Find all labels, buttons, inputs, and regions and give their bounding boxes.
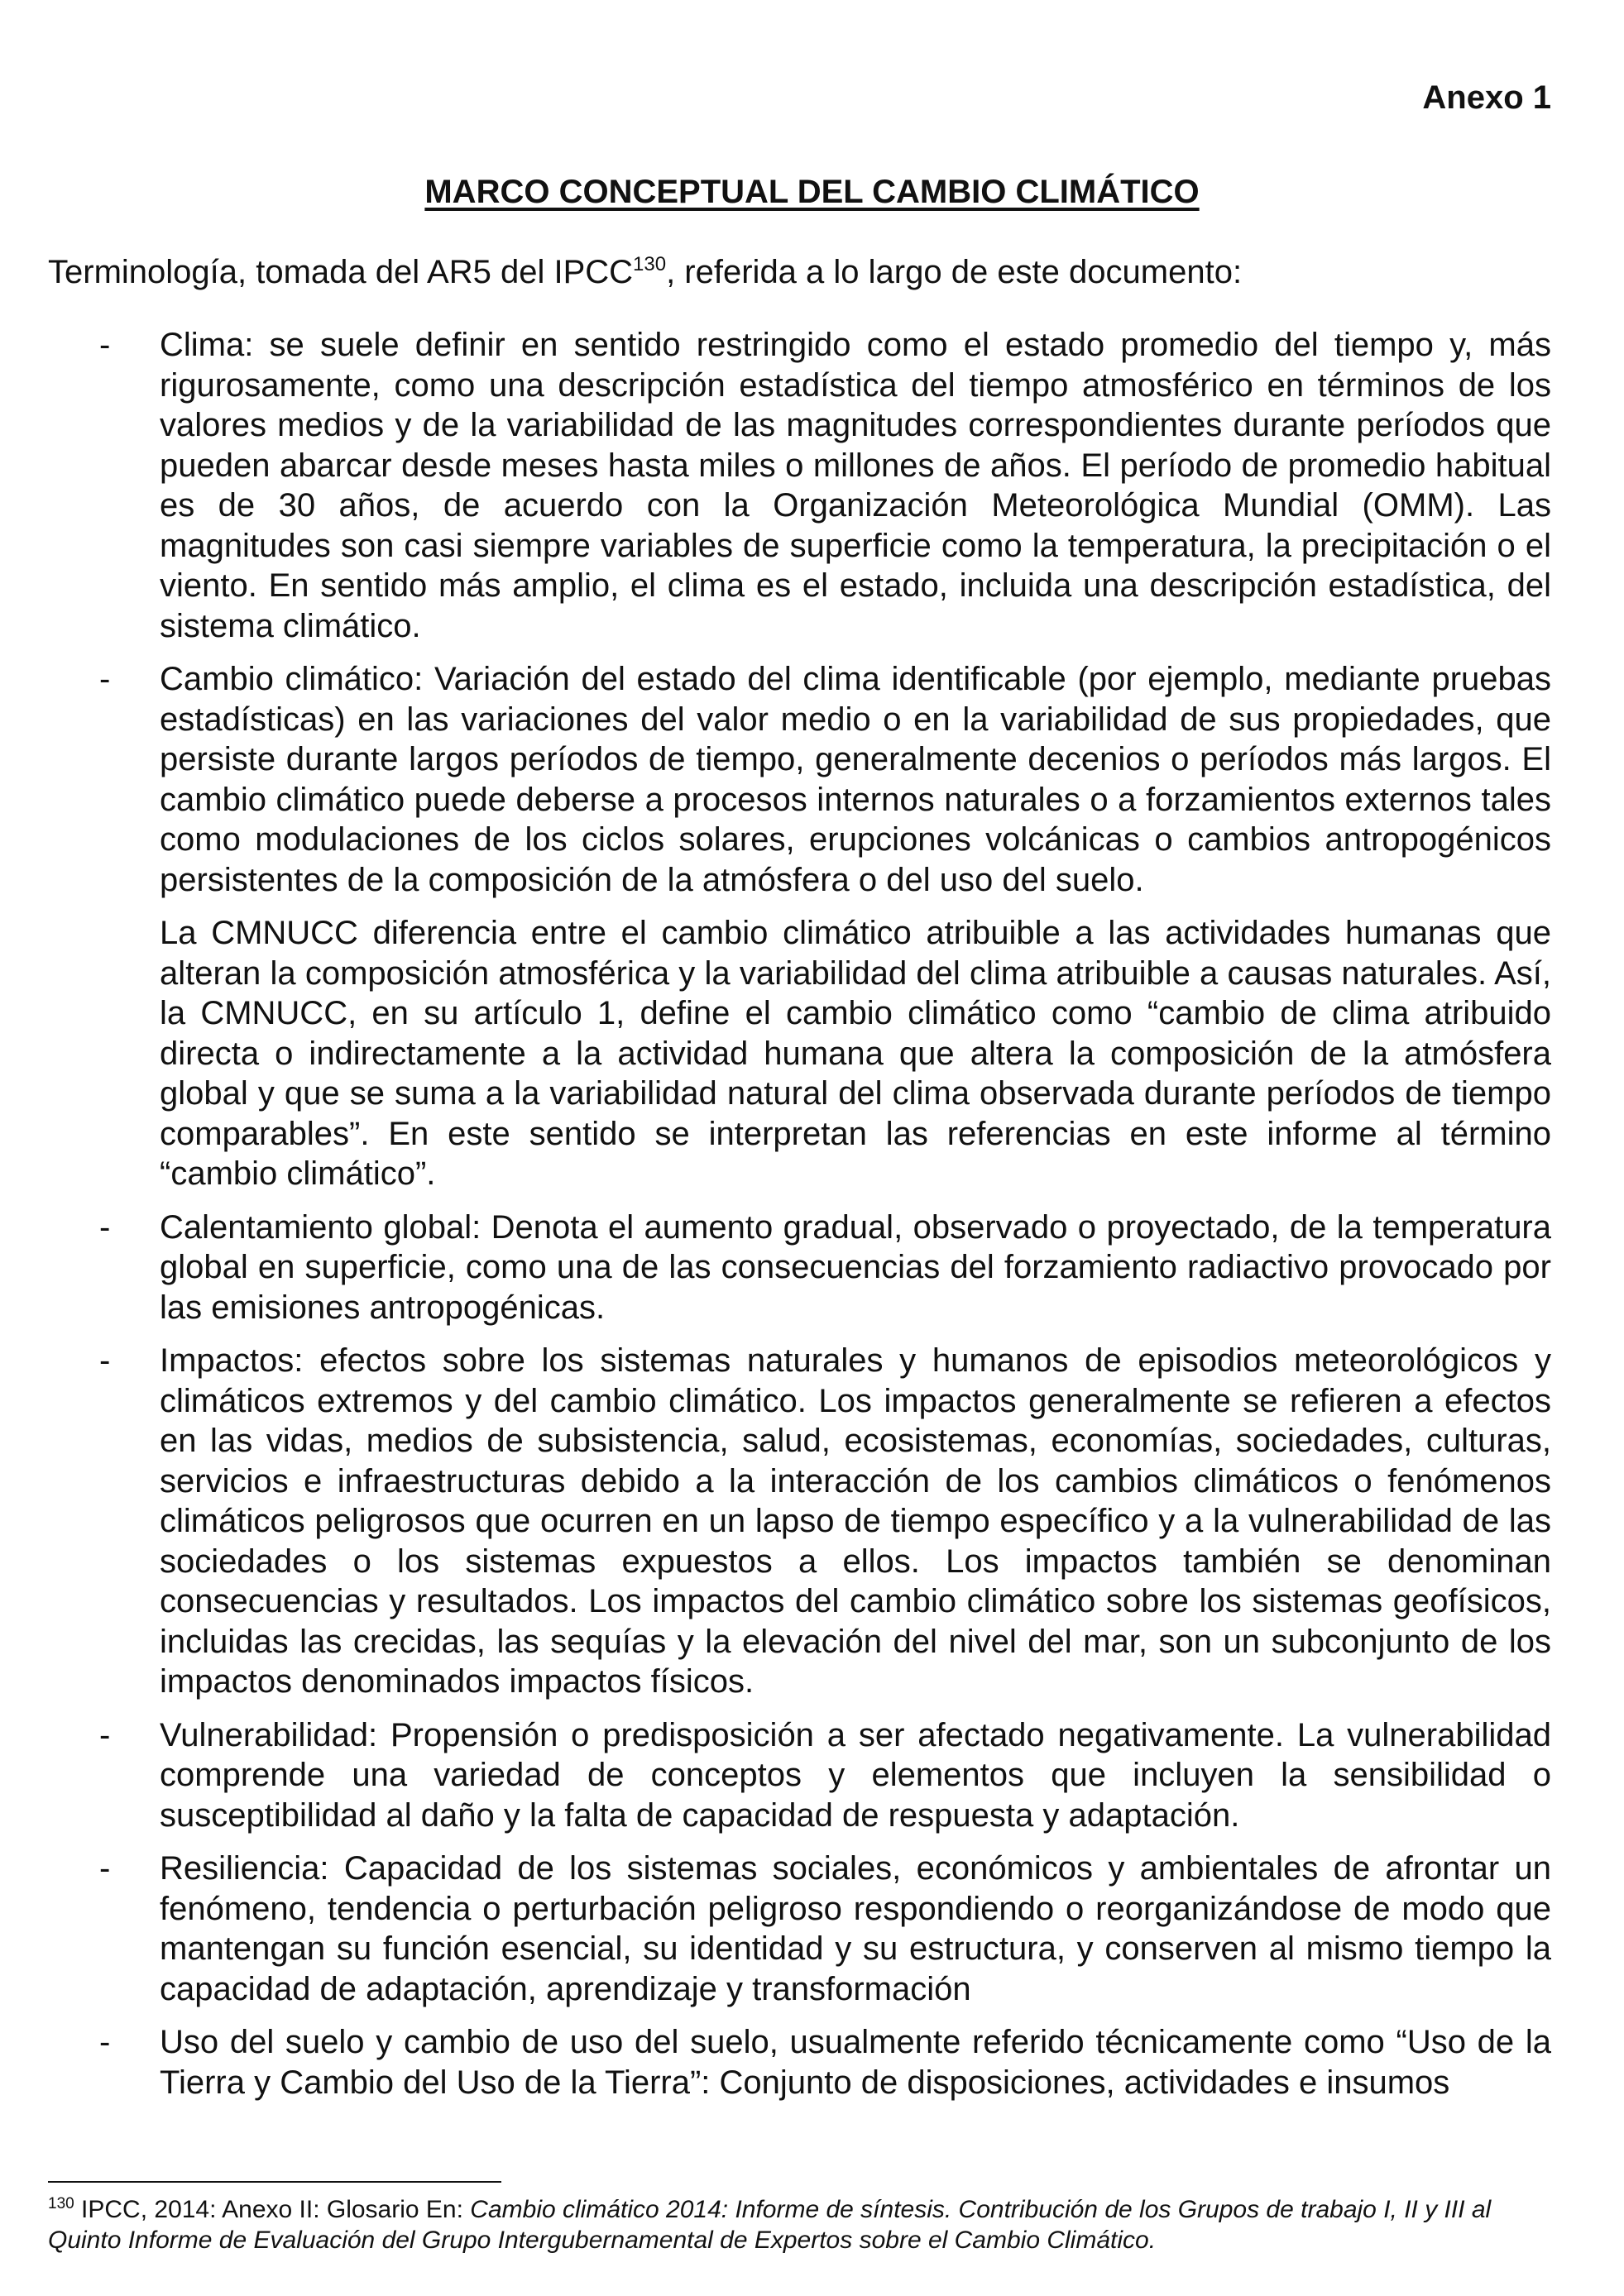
footnote-number: 130	[48, 2195, 74, 2212]
term-paragraph: La CMNUCC diferencia entre el cambio climático atribuible a las actividades humanas que alteran la composición atmosférica y la variabilidad del clima atribuible a causas naturales. Así, la CMNUCC, en su artículo 1, define el cambio climático como “cambio de clima atribuido directa o indirectamente a la actividad humana que altera la composición de la atmósfera global y que se suma a la variabilidad natural del clima observada durante períodos de tiempo comparables”. En este sentido se interpretan las referencias en este informe al término “cambio climático”.	[160, 915, 1551, 1192]
term-paragraph: Clima: se suele definir en sentido restringido como el estado promedio del tiempo y, más rigurosamente, como una descripción estadística del tiempo atmosférico en términos de los valores medios y de la variabilidad de las magnitudes correspondientes durante períodos que pueden abarcar desde meses hasta miles o millones de años. El período de promedio habitual es de 30 años, de acuerdo con la Organización Meteorológica Mundial (OMM). Las magnitudes son casi siempre variables de superficie como la temperatura, la precipitación o el viento. En sentido más amplio, el clima es el estado, incluida una descripción estadística, del sistema climático.	[160, 327, 1551, 644]
term-list	[48, 325, 1551, 2116]
list-item	[48, 1341, 1551, 1702]
list-item	[48, 2022, 1551, 2102]
term-paragraph: Uso del suelo y cambio de uso del suelo, usualmente referido técnicamente como “Uso de la Tierra y Cambio del Uso de la Tierra”: Conjunto de disposiciones, actividades e insumos	[160, 2024, 1551, 2101]
list-item	[48, 1715, 1551, 1836]
intro-text: Terminología, tomada del AR5 del IPCC	[48, 254, 634, 290]
list-dash: -	[99, 1342, 111, 1379]
footnote-reference[interactable]: 130	[633, 253, 667, 275]
footnote-italic-text: Cambio climático 2014: Informe de síntesis. Contribución de los Grupos de trabajo I, II y III al Quinto Informe de Evaluación del Grupo Intergubernamental de Expertos sobre el Cambio Climático.	[48, 2196, 1492, 2254]
intro-paragraph	[48, 252, 1242, 292]
list-item	[48, 1849, 1551, 2009]
page-title: MARCO CONCEPTUAL DEL CAMBIO CLIMÁTICO	[424, 174, 1200, 210]
list-dash: -	[99, 1850, 111, 1887]
term-paragraph: Vulnerabilidad: Propensión o predisposición a ser afectado negativamente. La vulnerabilidad comprende una variedad de conceptos y elementos que incluyen la sensibilidad o susceptibilidad al daño y la falta de capacidad de respuesta y adaptación.	[160, 1716, 1551, 1834]
list-item	[48, 1208, 1551, 1328]
list-dash: -	[99, 661, 111, 697]
term-paragraph: Calentamiento global: Denota el aumento gradual, observado o proyectado, de la temperatura global en superficie, como una de las consecuencias del forzamiento radiactivo provocado por las emisiones antropogénicas.	[160, 1208, 1551, 1326]
list-dash: -	[99, 1716, 111, 1753]
list-item	[48, 659, 1551, 1194]
intro-text-end: , referida a lo largo de este documento:	[666, 254, 1243, 290]
term-paragraph: Cambio climático: Variación del estado del clima identificable (por ejemplo, mediante pruebas estadísticas) en las variaciones del valor medio o en la variabilidad de sus propiedades, que persiste durante largos períodos de tiempo, generalmente decenios o períodos más largos. El cambio climático puede deberse a procesos internos naturales o a forzamientos externos tales como modulaciones de los ciclos solares, erupciones volcánicas o cambios antropogénicos persistentes de la composición de la atmósfera o del uso del suelo.	[160, 661, 1551, 898]
annex-label: Anexo 1	[1422, 79, 1551, 116]
list-dash: -	[99, 1208, 111, 1246]
footnote-divider	[48, 2181, 501, 2183]
list-item	[48, 325, 1551, 646]
term-paragraph: Resiliencia: Capacidad de los sistemas sociales, económicos y ambientales de afrontar un fenómeno, tendencia o perturbación peligroso respondiendo o reorganizándose de modo que mantengan su función esencial, su identidad y su estructura, y conserven al mismo tiempo la capacidad de adaptación, aprendizaje y transformación	[160, 1850, 1551, 2007]
list-dash: -	[99, 327, 111, 363]
term-paragraph: Impactos: efectos sobre los sistemas naturales y humanos de episodios meteorológicos y climáticos extremos y del cambio climático. Los impactos generalmente se refieren a efectos en las vidas, medios de subsistencia, salud, ecosistemas, economías, sociedades, culturas, servicios e infraestructuras debido a la interacción de los cambios climáticos o fenómenos climáticos peligrosos que ocurren en un lapso de tiempo específico y a la vulnerabilidad de las sociedades o los sistemas expuestos a ellos. Los impactos también se denominan consecuencias y resultados. Los impactos del cambio climático sobre los sistemas geofísicos, incluidas las crecidas, las sequías y la elevación del nivel del mar, son un subconjunto de los impactos denominados impactos físicos.	[160, 1342, 1551, 1700]
footnote-text: IPCC, 2014: Anexo II: Glosario En:	[74, 2196, 471, 2223]
footnote	[48, 2194, 1551, 2255]
list-dash: -	[99, 2024, 111, 2060]
